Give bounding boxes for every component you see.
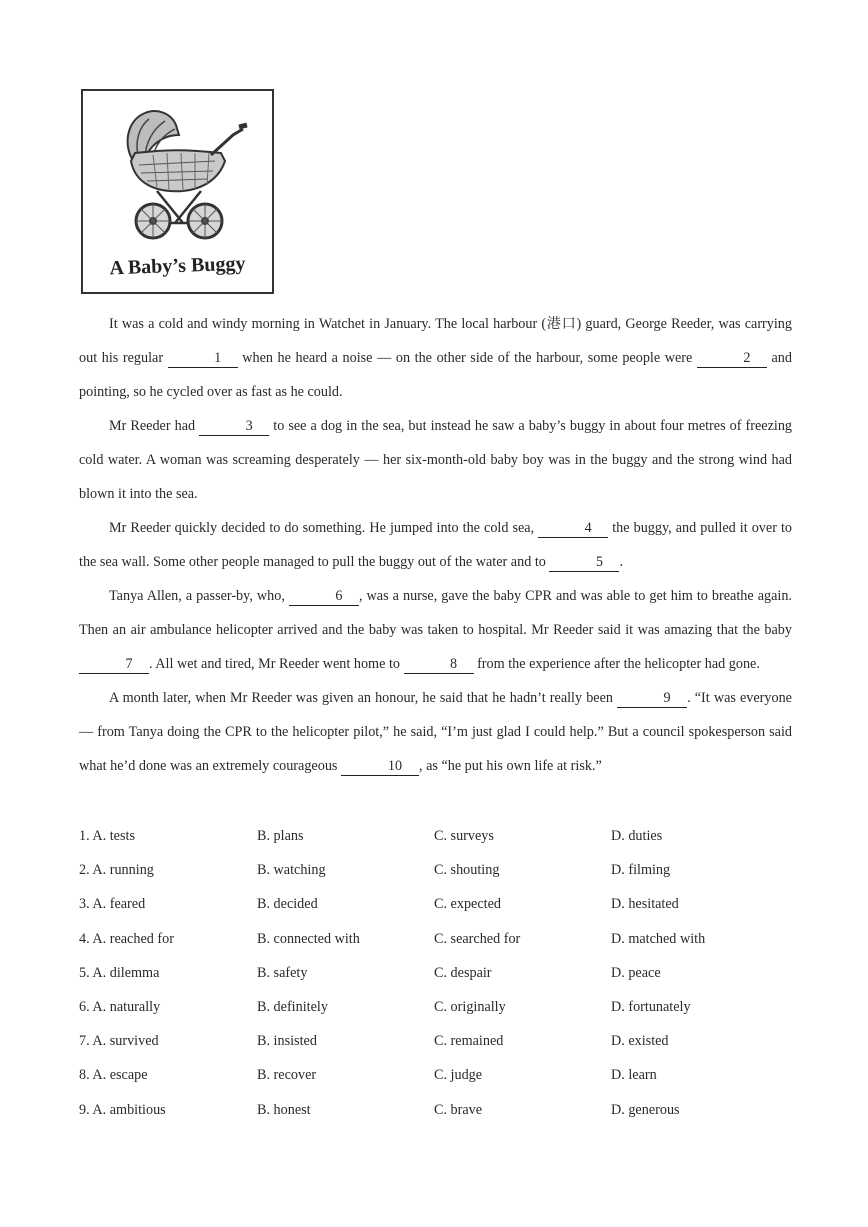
option-d: D. hesitated <box>611 896 679 913</box>
illustration-caption: A Baby’s Buggy <box>109 252 246 280</box>
option-row <box>79 956 792 990</box>
illustration-box <box>81 89 274 294</box>
paragraph-3: Mr Reeder quickly decided to do something. He jumped into the cold sea, 4 the buggy, and pulled it over to the sea wall. Some other people managed to pull the buggy out of the water and to 5 . <box>79 520 792 570</box>
option-b: B. safety <box>257 964 308 981</box>
blank-1: 1 <box>168 349 238 368</box>
option-d: D. peace <box>611 964 661 981</box>
option-c: C. searched for <box>434 930 521 947</box>
option-a: 7. A. survived <box>79 1033 159 1050</box>
blank-10: 10 <box>341 757 419 776</box>
option-d: D. filming <box>611 862 671 879</box>
option-b: B. watching <box>257 862 326 879</box>
blank-5: 5 <box>549 553 619 572</box>
option-a: 6. A. naturally <box>79 998 161 1015</box>
blank-7: 7 <box>79 655 149 674</box>
option-row <box>79 853 792 887</box>
paragraph-1: It was a cold and windy morning in Watchet in January. The local harbour (港口) guard, George Reeder, was carrying out his regular 1 when he heard a noise — on the other side of the harbour, some people were 2 and pointing, so he cycled over as fast as he could. <box>79 316 792 400</box>
paragraph-2: Mr Reeder had 3 to see a dog in the sea, but instead he saw a baby’s buggy in about four metres of freezing cold water. A woman was screaming desperately — her six-month-old baby boy was in the buggy and the strong wind had blown it into the sea. <box>79 418 793 502</box>
blank-9: 9 <box>617 689 687 708</box>
option-b: B. definitely <box>257 998 328 1015</box>
blank-8: 8 <box>404 655 474 674</box>
option-row <box>79 990 792 1024</box>
option-c: C. originally <box>434 998 506 1015</box>
option-c: C. shouting <box>434 862 500 879</box>
option-d: D. fortunately <box>611 998 691 1015</box>
option-a: 1. A. tests <box>79 828 135 844</box>
blank-4: 4 <box>538 519 608 538</box>
option-b: B. decided <box>257 896 318 913</box>
option-a: 2. A. running <box>79 862 154 879</box>
option-d: D. learn <box>611 1067 657 1084</box>
answer-options <box>79 819 792 1127</box>
option-c: C. judge <box>434 1067 483 1084</box>
option-row <box>79 1058 792 1092</box>
option-row <box>79 887 792 921</box>
option-row <box>79 1024 792 1058</box>
option-a: 8. A. escape <box>79 1067 148 1084</box>
option-c: C. surveys <box>434 828 494 844</box>
reading-passage <box>79 307 792 783</box>
option-b: B. connected with <box>257 930 360 947</box>
option-a: 9. A. ambitious <box>79 1101 166 1118</box>
option-row <box>79 1093 792 1127</box>
option-b: B. insisted <box>257 1033 317 1050</box>
option-d: D. existed <box>611 1033 669 1050</box>
paragraph-4: Tanya Allen, a passer-by, who, 6 , was a nurse, gave the baby CPR and was able to get him to breathe again. Then an air ambulance helicopter arrived and the baby was taken to hospital. Mr Reeder said it was amazing that the baby 7 . All wet and tired, Mr Reeder went home to 8 from the experience after the helicopter had gone. <box>79 588 792 672</box>
option-b: B. recover <box>257 1067 317 1084</box>
option-c: C. brave <box>434 1101 483 1118</box>
option-c: C. remained <box>434 1033 504 1050</box>
option-a: 4. A. reached for <box>79 930 174 947</box>
option-row <box>79 819 792 853</box>
option-b: B. honest <box>257 1101 311 1118</box>
option-b: B. plans <box>257 828 304 844</box>
blank-2: 2 <box>697 349 767 368</box>
option-a: 5. A. dilemma <box>79 964 160 981</box>
blank-3: 3 <box>199 417 269 436</box>
option-c: C. despair <box>434 964 492 981</box>
option-d: D. duties <box>611 828 663 844</box>
blank-6: 6 <box>289 587 359 606</box>
paragraph-5: A month later, when Mr Reeder was given an honour, he said that he hadn’t really been 9 . “It was everyone — from Tanya doing the CPR to the helicopter pilot,” he said, “I’m just glad I could help.” But a council spokesperson said what he’d done was an extremely courageous 10 , as “he put his own life at risk.” <box>79 690 792 774</box>
option-row <box>79 922 792 956</box>
option-d: D. matched with <box>611 930 706 947</box>
option-c: C. expected <box>434 896 501 913</box>
option-d: D. generous <box>611 1101 680 1118</box>
option-a: 3. A. feared <box>79 896 146 913</box>
